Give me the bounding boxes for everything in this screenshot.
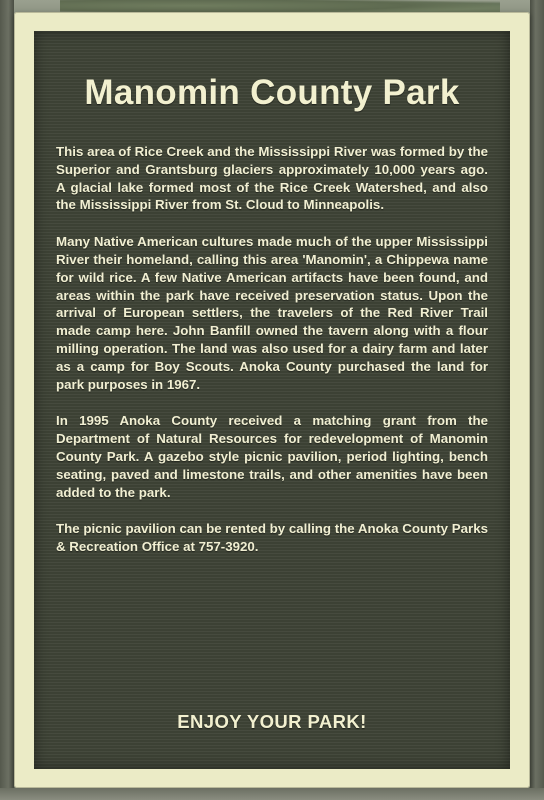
ground <box>0 788 544 800</box>
sign-post-left <box>0 0 14 800</box>
sign-body <box>56 143 488 575</box>
sign-closing: ENJOY YOUR PARK! <box>177 711 367 732</box>
sign-post-right <box>530 0 544 800</box>
sign-frame <box>14 12 530 788</box>
paragraph-rental: The picnic pavilion can be rented by calling the Anoka County Parks & Recreation Office at 757-3920. <box>56 521 488 555</box>
sign-panel <box>34 31 510 769</box>
paragraph-history: Many Native American cultures made much of the upper Mississippi River their homeland, calling this area 'Manomin', a Chippewa name for wild rice. A few Native American artifacts have been found, and areas within the park have received preservation status. Upon the arrival of European settlers, the travelers of the Red River Trail made camp here. John Banfill owned the tavern along with a flour milling operation. The land was also used for a dairy farm and later as a camp for Boy Scouts. Anoka County purchased the land for park purposes in 1967. <box>56 234 488 392</box>
paragraph-geology: This area of Rice Creek and the Mississippi River was formed by the Superior and Grantsburg glaciers approximately 10,000 years ago. A glacial lake formed most of the Rice Creek Watershed, and also the Mississippi River from St. Cloud to Minneapolis. <box>56 144 488 213</box>
sign-title: Manomin County Park <box>84 73 460 112</box>
paragraph-redevelopment: In 1995 Anoka County received a matching grant from the Department of Natural Resources for redevelopment of Manomin County Park. A gazebo style picnic pavilion, period lighting, bench seating, paved and limestone trails, and other amenities have been added to the park. <box>56 413 488 500</box>
